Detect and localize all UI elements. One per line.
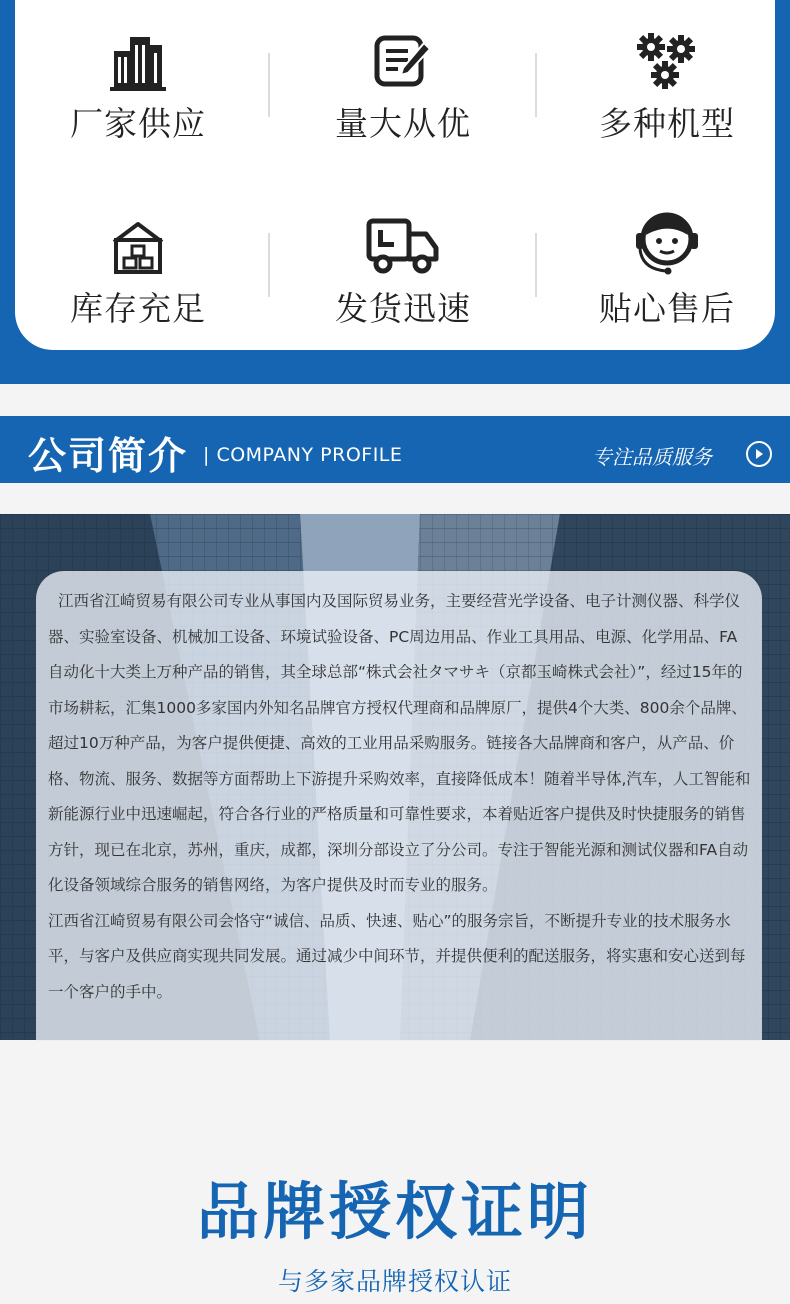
description-paragraph: 江西省江崎贸易有限公司会恪守“诚信、品质、快速、贴心”的服务宗旨，不断提升专业的技术服务水平，与客户及供应商实现共同发展。通过减少中间环节，并提供便利的配送服务，将实惠和安心送到每一个客户的手中。 (48, 911, 746, 1001)
feature-ample-stock (8, 215, 268, 330)
feature-label: 库存充足 (70, 289, 206, 328)
headset-agent-icon (537, 205, 790, 279)
features-band (0, 0, 790, 384)
feature-multiple-models (537, 30, 790, 145)
feature-label: 多种机型 (599, 104, 735, 143)
feature-label: 量大从优 (335, 104, 471, 143)
features-card (15, 0, 775, 350)
document-edit-icon (273, 30, 533, 94)
feature-bulk-discount (273, 30, 533, 145)
brand-section-title: 品牌授权证明 (196, 1175, 593, 1248)
feature-label: 贴心售后 (599, 289, 735, 328)
feature-factory-supply (8, 30, 268, 145)
more-arrow-button[interactable] (746, 441, 772, 467)
feature-label: 发货迅速 (335, 289, 471, 328)
divider (268, 53, 270, 117)
chevron-right-icon (753, 448, 765, 460)
section-title: 公司简介 (28, 433, 189, 478)
section-subtitle: | COMPANY PROFILE (203, 444, 403, 466)
truck-icon (273, 215, 533, 279)
description-paragraph: 江西省江崎贸易有限公司专业从事国内及国际贸易业务，主要经营光学设备、电子计测仪器、科学仪器、实验室设备、机械加工设备、环境试验设备、PC周边用品、作业工具用品、电源、化学用品、FA自动化十大类上万种产品的销售，其全球总部“株式会社タマサキ（京都玉崎株式会社）”，经过15年的市场耕耘，汇集1000多家国内外知名品牌官方授权代理商和品牌原厂，提供4个大类、800余个品牌、超过10万种产品，为客户提供便捷、高效的工业用品采购服务。链接各大品牌商和客户，从产品、价格、物流、服务、数据等方面帮助上下游提升采购效率，直接降低成本！随着半导体,汽车，人工智能和新能源行业中迅速崛起，符合各行业的严格质量和可靠性要求，本着贴近客户提供及时快捷服务的销售方针，现已在北京，苏州，重庆，成都，深圳分部设立了分公司。专注于智能光源和测试仪器和FA自动化设备领域综合服务的销售网络，为客户提供及时而专业的服务。 (48, 592, 751, 894)
feature-fast-delivery (273, 215, 533, 330)
feature-after-sales (537, 205, 790, 330)
brand-section-subtitle: 与多家品牌授权认证 (277, 1267, 512, 1296)
company-profile-header (0, 416, 790, 483)
building-icon (8, 30, 268, 94)
gears-icon (537, 30, 790, 94)
feature-label: 厂家供应 (70, 104, 206, 143)
divider (268, 233, 270, 297)
warehouse-icon (8, 215, 268, 279)
company-description (48, 584, 752, 1010)
slogan-link[interactable]: 专注品质服务 (592, 445, 712, 469)
